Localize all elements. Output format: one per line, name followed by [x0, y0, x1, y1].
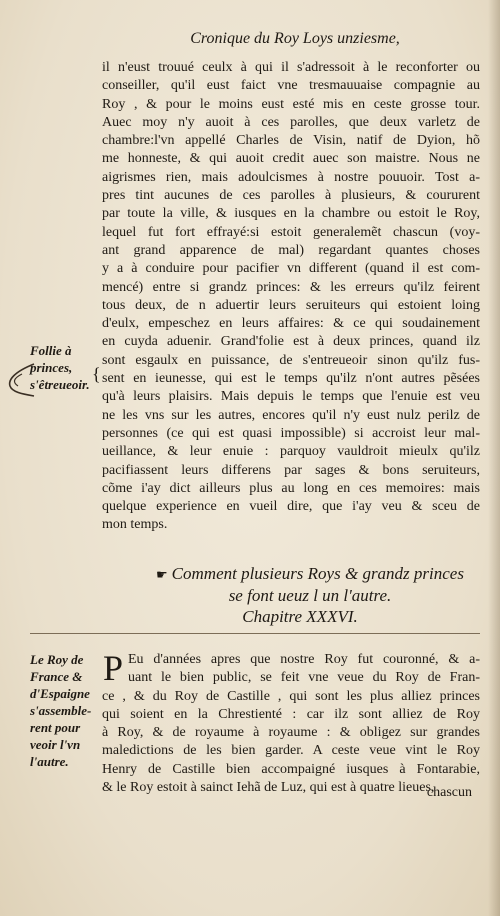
- text-line: y a à conduire pour pacifier vn different (quand il est com-: [102, 261, 480, 277]
- text-line: Auec moy n'y auoit à ces parolles, que deux varletz de: [102, 114, 480, 130]
- text-line: d'eulx, empeschez en leurs affaires: & ce qui soudainement: [102, 316, 480, 332]
- text-line: Roy , & pour le moins eust esté mis en ceste grosse tour.: [102, 96, 480, 112]
- text-line: mon temps.: [102, 517, 168, 533]
- handwritten-bracket-mark: [4, 360, 38, 400]
- running-header: Cronique du Roy Loys unziesme,: [190, 30, 400, 47]
- text-line: pacifiassent leurs differens par sages & bons seruiteurs,: [102, 462, 480, 478]
- margin-note-line: Follie à: [30, 343, 72, 358]
- text-line: Henry de Castille bien accompaigné iusques à Fontarabie,: [102, 761, 480, 777]
- margin-note-line: s'êtreueoir.: [30, 377, 90, 392]
- text-line: qui soient en la Chrestienté : car ilz sont alliez de Roy: [102, 706, 480, 722]
- text-line: chambre:l'vn appellé Charles de Visin, natif de Dyion, hõ: [102, 133, 480, 149]
- text-line: aigrismes rien, mais adoulcismes à nostre pouuoir. Tost a-: [102, 169, 480, 185]
- text-line: cõme i'ay dict ailleurs plus au long en ces memoires: mais: [102, 480, 480, 496]
- text-line: sent en ieunesse, qui est le temps qu'ilz n'ont autres pẽsées: [102, 371, 480, 387]
- pointing-hand-icon: ☛: [156, 567, 168, 582]
- drop-capital: P: [103, 648, 124, 688]
- text-line: ueillance, & leur enuie : parquoy vauldroit mieulx qu'ilz: [102, 444, 480, 460]
- margin-note-line: France &: [30, 669, 83, 684]
- chapter-heading: [130, 563, 490, 606]
- margin-note-line: rent pour: [30, 720, 81, 735]
- margin-note-line: Le Roy de: [30, 652, 84, 667]
- text-line: quelque experience en vueil dire, que i'ay veu & sceu de: [102, 499, 480, 515]
- chapter-title-line1: Comment plusieurs Roys & grandz princes: [171, 564, 464, 583]
- text-line: lequel fut fort effrayé:si estoit generalemẽt chascun (voy-: [102, 224, 480, 240]
- text-line: personnes (ce qui est quasi impossible) si accroist leur mal-: [102, 425, 480, 441]
- text-line: Eu d'années apres que nostre Roy fut couronné, & a-: [128, 652, 480, 667]
- margin-note-line: d'Espaigne: [30, 686, 90, 701]
- text-line: & le Roy estoit à sainct Iehã de Luz, qui est à quatre lieues,: [102, 780, 435, 796]
- text-line: à Roy, & de royaume à royaume : & obligez sur grandes: [102, 725, 480, 741]
- paragraph-1: [102, 59, 480, 535]
- text-line: ant grand apparence de mal) regardant quantes choses: [102, 242, 480, 258]
- paragraph-2: [102, 648, 480, 797]
- text-line: pres tint aucunes de ces parolles à plusieurs, & coururent: [102, 188, 480, 204]
- text-line: uant le bien public, se feit vne veue du Roy de Fran-: [128, 670, 480, 686]
- text-line: ce , & du Roy de Castille , qui sont les plus alliez princes: [102, 688, 480, 704]
- text-line: qu'à leurs plaisirs. Mais depuis le temps que l'enuie est veu: [102, 389, 480, 405]
- text-line: il n'eust trouué ceulx à qui il s'adressoit à le reconforter ou: [102, 60, 480, 75]
- catchword: chascun: [426, 785, 472, 800]
- text-line: me honneste, & qui auoit credit auec son maistre. Nous ne: [102, 151, 480, 167]
- page-gutter-shadow: [488, 0, 500, 916]
- text-line: maledictions de les bien garder. A ceste veue vint le Roy: [102, 743, 480, 759]
- text-line: ne les vns sur les autres, encores qu'il n'y eust nulz perilz de: [102, 407, 480, 423]
- chapter-number: Chapitre XXXVI.: [242, 607, 358, 626]
- brace-mark: {: [92, 364, 101, 384]
- margin-note-line: princes,: [30, 360, 73, 375]
- chapter-title-line2: se font ueuz l un l'autre.: [228, 586, 392, 605]
- text-line: en cuyda aduenir. Grand'folie est à deux princes, quand ilz: [102, 334, 480, 350]
- text-line: par toute la ville, & iusques en la chambre ou estoit le Roy,: [102, 206, 480, 222]
- text-line: mencé) entre si grandz princes: & les erreurs qu'ilz feirent: [102, 279, 480, 295]
- margin-note-line: veoir l'vn: [30, 737, 81, 752]
- text-line: conseiller, qu'il eust faict vne tresmauuaise compagnie au: [102, 78, 480, 94]
- margin-note-folly: [30, 342, 100, 393]
- text-line: tous deux, de n aduertir leurs seruiteurs qui estoient loing: [102, 297, 480, 313]
- chapter-rule: [30, 633, 480, 634]
- margin-note-kings: [30, 651, 100, 770]
- margin-note-line: l'autre.: [30, 754, 69, 769]
- text-line: sont esgaulx en puissance, de s'entreueoir sinon qu'ilz fus-: [102, 352, 480, 368]
- margin-note-line: s'assemble-: [30, 703, 92, 718]
